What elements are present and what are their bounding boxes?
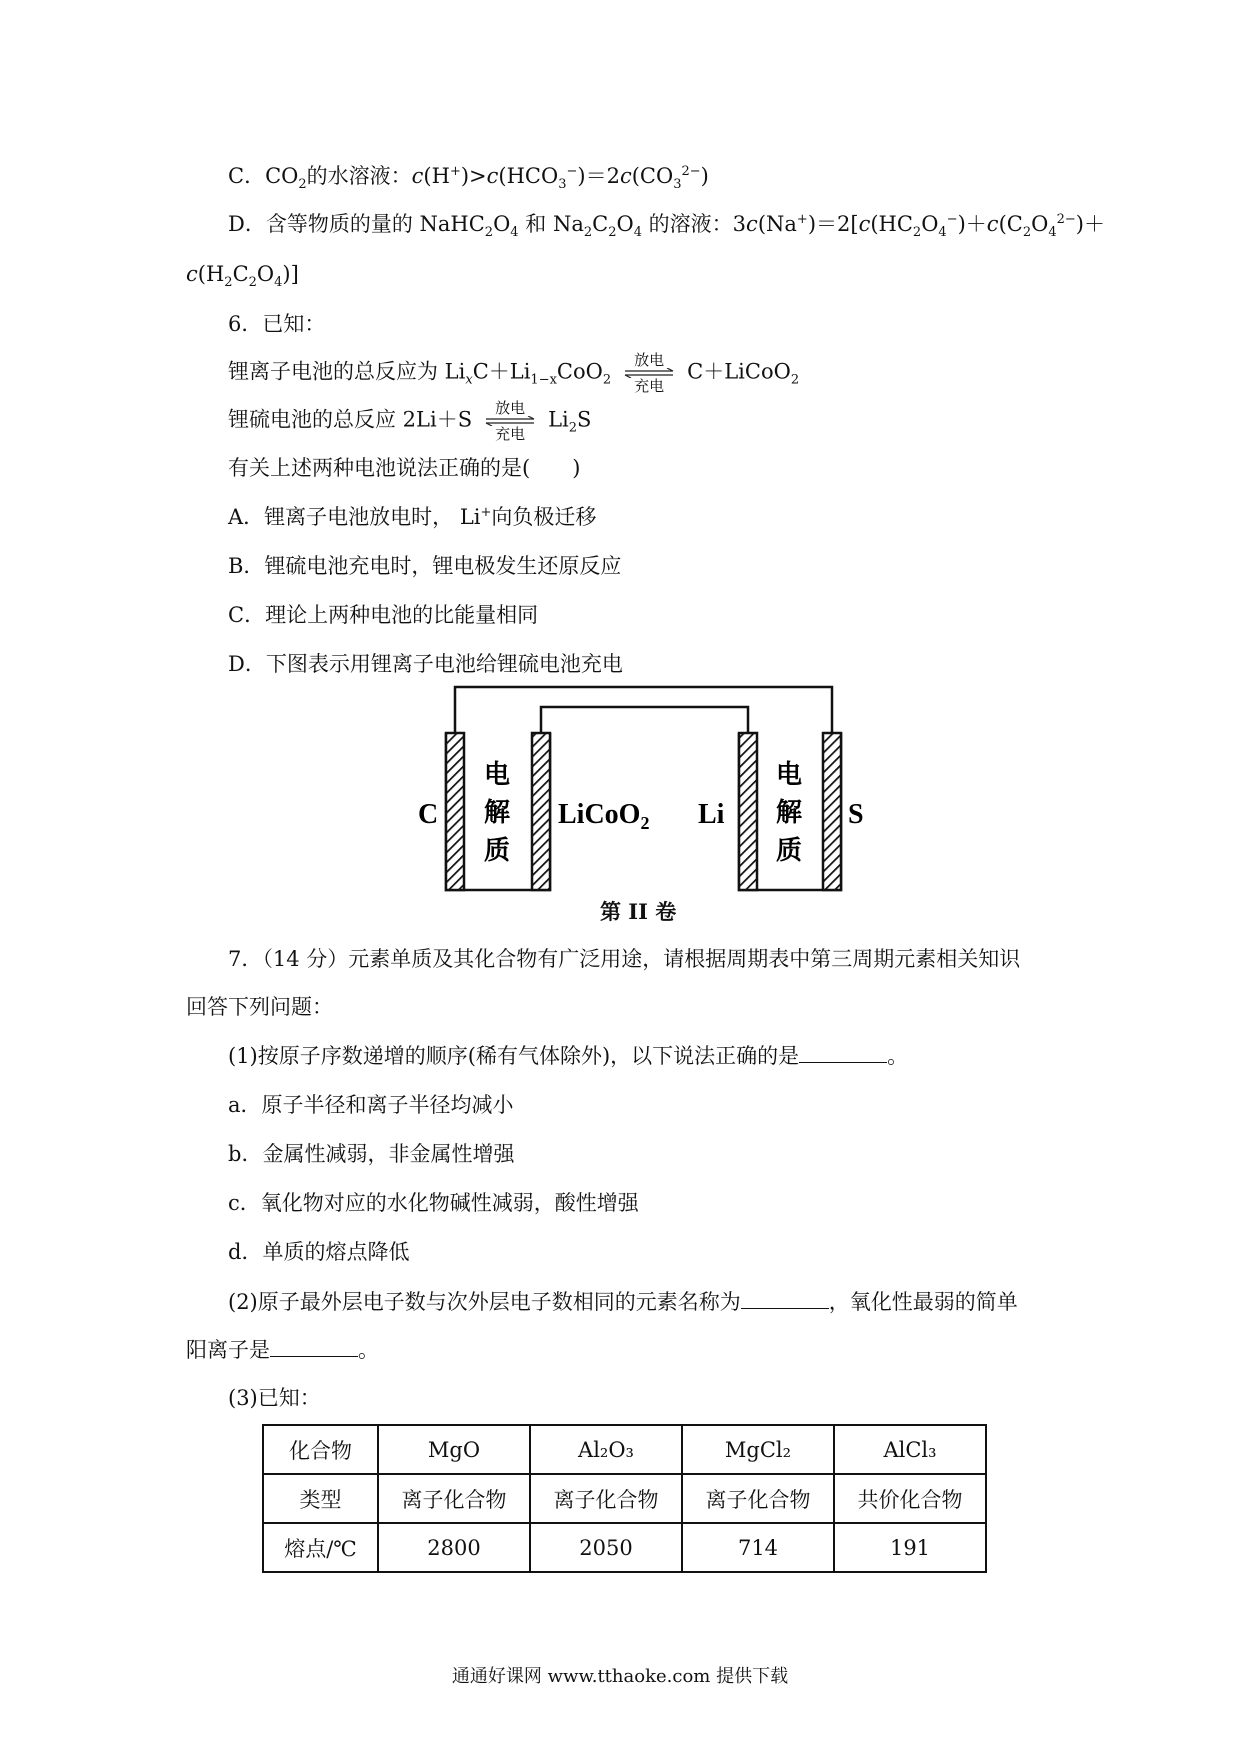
q6-heading: 6．已知：	[228, 312, 326, 336]
table-row	[263, 1425, 986, 1474]
section-caption: 第 II 卷	[600, 899, 677, 924]
q7-part2: (2)原子最外层电子数与次外层电子数相同的元素名称为 ，氧化性最弱的简单	[228, 1290, 1018, 1314]
label-licoo2: LiCoO$_2$	[558, 799, 650, 833]
electrolyte-left-3: 质	[484, 836, 511, 866]
label-c: C	[418, 799, 439, 830]
electrolyte-right-2: 解	[776, 798, 803, 828]
battery-diagram	[400, 680, 880, 900]
table-cell: 2800	[378, 1523, 530, 1572]
reversible-arrow-icon: 放电 充电	[482, 404, 538, 438]
electrolyte-right-3: 质	[776, 836, 803, 866]
answer-blank[interactable]	[270, 1336, 358, 1357]
q7-option-b: b．金属性减弱，非金属性增强	[228, 1142, 515, 1166]
electrode-licoo2	[532, 733, 550, 890]
q6-reaction-2: 锂硫电池的总反应 2Li＋S 放电 充电 $Li_2S$	[228, 399, 592, 443]
inner-wire	[541, 707, 748, 733]
label-li: Li	[698, 799, 725, 830]
table-cell: 熔点/℃	[263, 1523, 378, 1572]
option-5d: D．含等物质的量的 $NaHC_2O_4$ 和 $Na_2C_2O_4$ 的溶液：$3c(Na^+)=2[c(HC_2O_4^-)+c(C_2O_4^{2-})+$	[228, 212, 1105, 241]
table-cell: 离子化合物	[378, 1474, 530, 1523]
table-cell: MgCl₂	[682, 1425, 834, 1474]
table-cell: 共价化合物	[834, 1474, 986, 1523]
table-cell: 离子化合物	[530, 1474, 682, 1523]
reversible-arrow-icon: 放电 充电	[621, 356, 677, 390]
q7-option-a: a．原子半径和离子半径均减小	[228, 1093, 514, 1117]
option-5d-line2: $c(H_2C_2O_4)$]	[186, 262, 299, 291]
q6-option-c: C．理论上两种电池的比能量相同	[228, 603, 539, 627]
label-s: S	[848, 799, 864, 830]
q6-option-b: B．锂硫电池充电时，锂电极发生还原反应	[228, 554, 622, 578]
electrode-s	[823, 733, 841, 890]
table-cell: AlCl₃	[834, 1425, 986, 1474]
q6-option-d: D．下图表示用锂离子电池给锂硫电池充电	[228, 652, 623, 676]
compound-table	[262, 1424, 987, 1573]
q6-question: 有关上述两种电池说法正确的是( )	[228, 456, 581, 480]
electrode-li	[739, 733, 757, 890]
q7-option-d: d．单质的熔点降低	[228, 1240, 410, 1264]
electrolyte-right-1: 电	[776, 760, 803, 790]
table-cell: 191	[834, 1523, 986, 1572]
electrolyte-left-1: 电	[484, 760, 511, 790]
electrode-c	[446, 733, 464, 890]
table-cell: 714	[682, 1523, 834, 1572]
answer-blank[interactable]	[741, 1288, 829, 1309]
q7-option-c: c．氧化物对应的水化物碱性减弱，酸性增强	[228, 1191, 639, 1215]
q7-line2: 回答下列问题：	[186, 995, 333, 1019]
q7-line1: 7．（14 分）元素单质及其化合物有广泛用途，请根据周期表中第三周期元素相关知识	[228, 947, 1021, 971]
q7-part2-cont: 阳离子是 。	[186, 1338, 379, 1362]
table-cell: 类型	[263, 1474, 378, 1523]
answer-blank[interactable]	[799, 1042, 887, 1063]
table-row	[263, 1474, 986, 1523]
table-cell: Al₂O₃	[530, 1425, 682, 1474]
outer-wire	[455, 687, 832, 733]
table-cell: 离子化合物	[682, 1474, 834, 1523]
table-row	[263, 1523, 986, 1572]
electrolyte-left-2: 解	[484, 798, 511, 828]
q7-part1: (1)按原子序数递增的顺序(稀有气体除外)，以下说法正确的是 。	[228, 1044, 909, 1068]
q7-part3: (3)已知：	[228, 1386, 321, 1410]
q6-reaction-1: 锂离子电池的总反应为 $Li_xC+Li_{1-x}CoO_2$ 放电 充电 C＋LiCoO$_2$	[228, 351, 800, 395]
table-cell: 化合物	[263, 1425, 378, 1474]
page-footer: 通通好课网 www.tthaoke.com 提供下载	[451, 1666, 789, 1687]
table-cell: MgO	[378, 1425, 530, 1474]
table-cell: 2050	[530, 1523, 682, 1572]
option-5c: C．$CO_2$的水溶液：$c(H^+)>c(HCO_3^-)=2c(CO_3^{2-})$	[228, 164, 709, 193]
q6-option-a: A．锂离子电池放电时， Li+向负极迁移	[228, 505, 597, 529]
